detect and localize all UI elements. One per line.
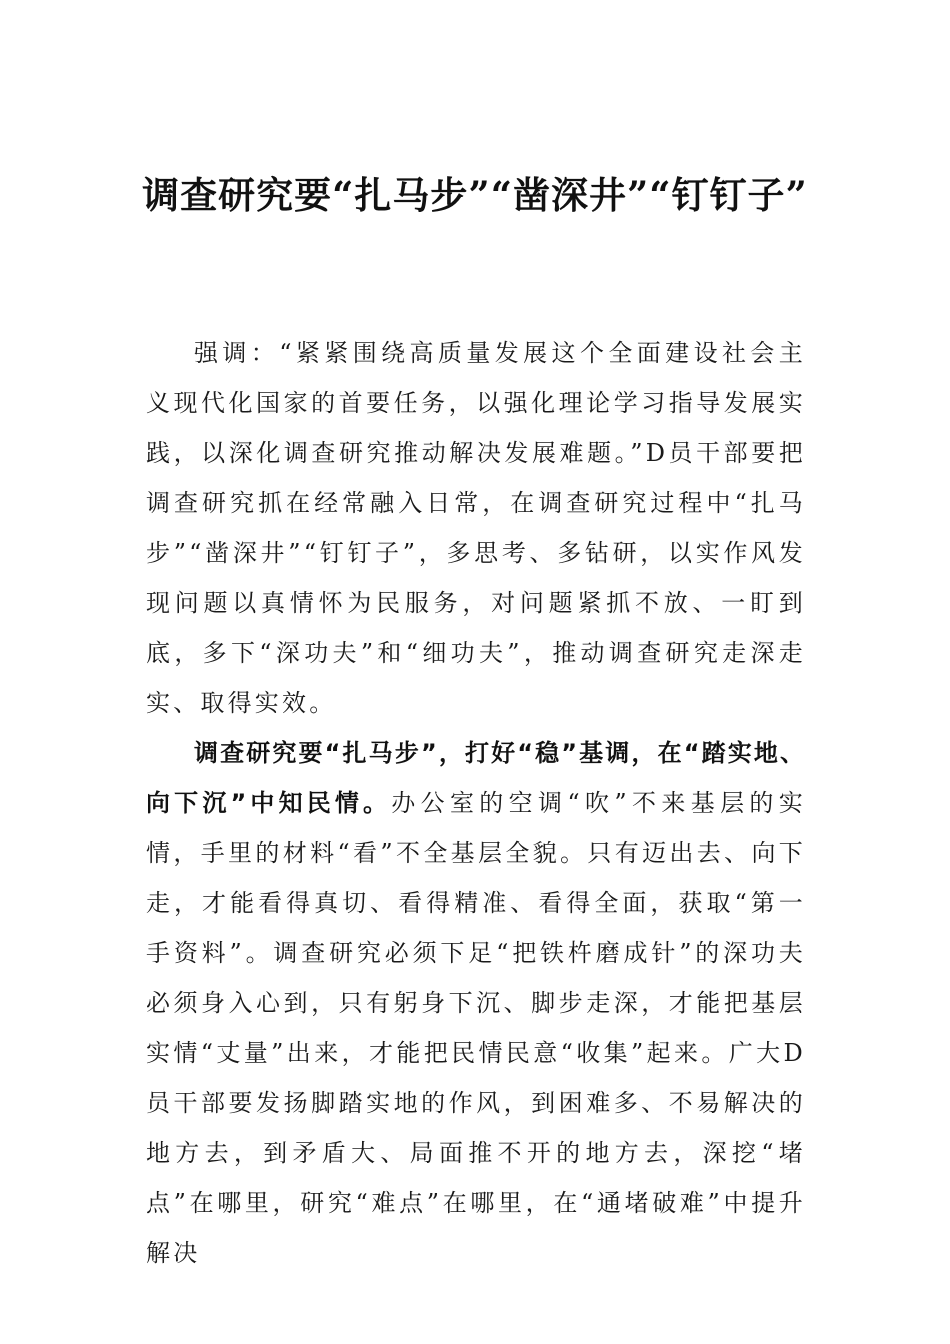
paragraph-section-1-text: 办公室的空调“吹”不来基层的实情，手里的材料“看”不全基层全貌。只有迈出去、向下走，才能看得真切、看得精准、看得全面，获取“第一手资料”。调查研究必须下足“把铁杵磨成针”的深功夫必须身入心到，只有躬身下沉、脚步走深，才能把基层实情“丈量”出来，才能把民情民意“收集”起来。广大D员干部要发扬脚踏实地的作风，到困难多、不易解决的地方去，到矛盾大、局面推不开的地方去，深挖“堵点”在哪里，研究“难点”在哪里，在“通堵破难”中提升解决: [146, 789, 806, 1267]
paragraph-intro-text: 强调：“紧紧围绕高质量发展这个全面建设社会主义现代化国家的首要任务，以强化理论学习指导发展实践，以深化调查研究推动解决发展难题。”D员干部要把调查研究抓在经常融入日常，在调查研究过程中“扎马步”“凿深井”“钉钉子”，多思考、多钻研，以实作风发现问题以真情怀为民服务，对问题紧抓不放、一盯到底，多下“深功夫”和“细功夫”，推动调查研究走深走实、取得实效。: [146, 339, 806, 717]
paragraph-intro: [146, 328, 806, 728]
paragraph-section-1-lead: 调查研究要“扎马步”，打好“稳”基调，在“踏实地、向下沉”中知民情。: [146, 739, 806, 817]
document-title: 调查研究要“扎马步”“凿深井”“钉钉子”: [142, 173, 808, 217]
paragraph-section-1: [146, 728, 806, 1278]
document-body: [146, 328, 806, 1278]
